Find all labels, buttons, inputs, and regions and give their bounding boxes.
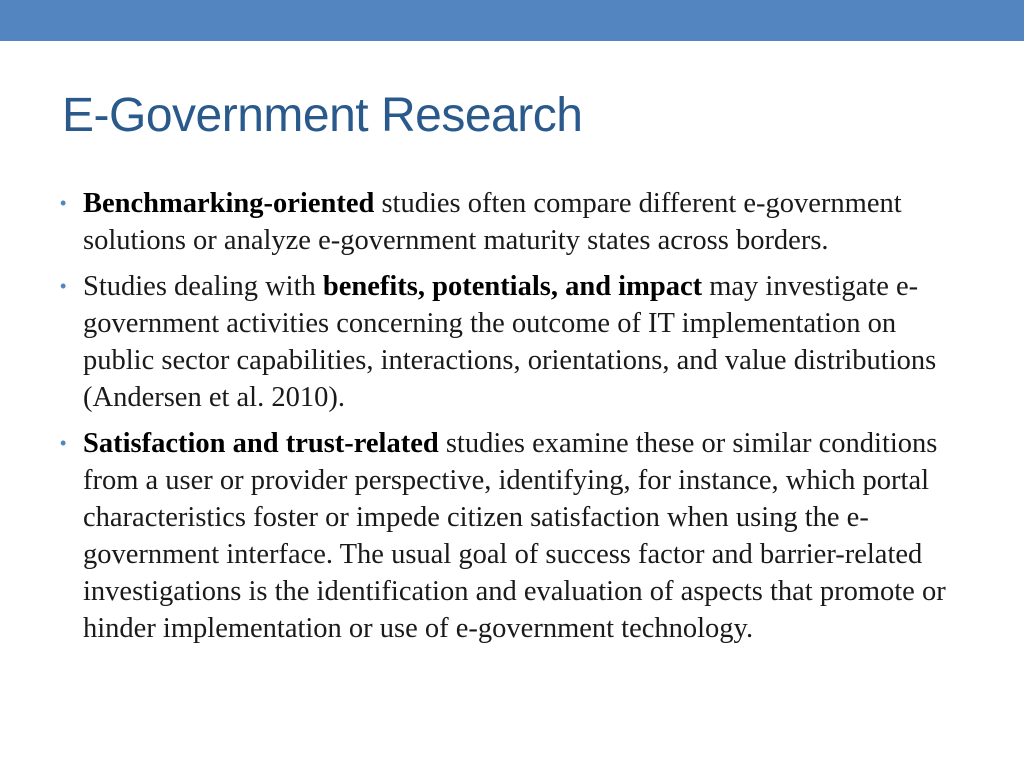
bullet-body-text: may investigate e-government activities concerning the outcome of IT implementation on public sector capabilities, interactions, orientations, and value distributions (Andersen et al. 2010). — [83, 271, 937, 413]
bullet-icon: • — [60, 276, 67, 296]
bullet-body-text: studies often compare different e-government solutions or analyze e-government maturity states across borders. — [83, 188, 902, 256]
bullet-icon: • — [60, 193, 67, 213]
bullet-icon: • — [60, 433, 67, 453]
bullet-benefits — [60, 268, 965, 416]
bullet-list — [60, 185, 965, 656]
bullet-bold-text: Benchmarking-oriented — [83, 188, 375, 219]
bullet-bold-text: Satisfaction and trust-related — [83, 428, 439, 459]
bullet-lead-text: Studies dealing with — [83, 271, 323, 302]
slide-title: E-Government Research — [62, 89, 583, 142]
bullet-benchmarking — [60, 185, 965, 259]
bullet-bold-text: benefits, potentials, and impact — [322, 271, 703, 302]
bullet-satisfaction — [60, 425, 965, 647]
top-accent-bar — [0, 0, 1024, 41]
bullet-body-text: studies examine these or similar conditions from a user or provider perspective, identifying, for instance, which portal characteristics foster or impede citizen satisfaction when using the e-government interface. The usual goal of success factor and barrier-related investigations is the identification and evaluation of aspects that promote or hinder implementation or use of e-government technology. — [83, 428, 946, 644]
